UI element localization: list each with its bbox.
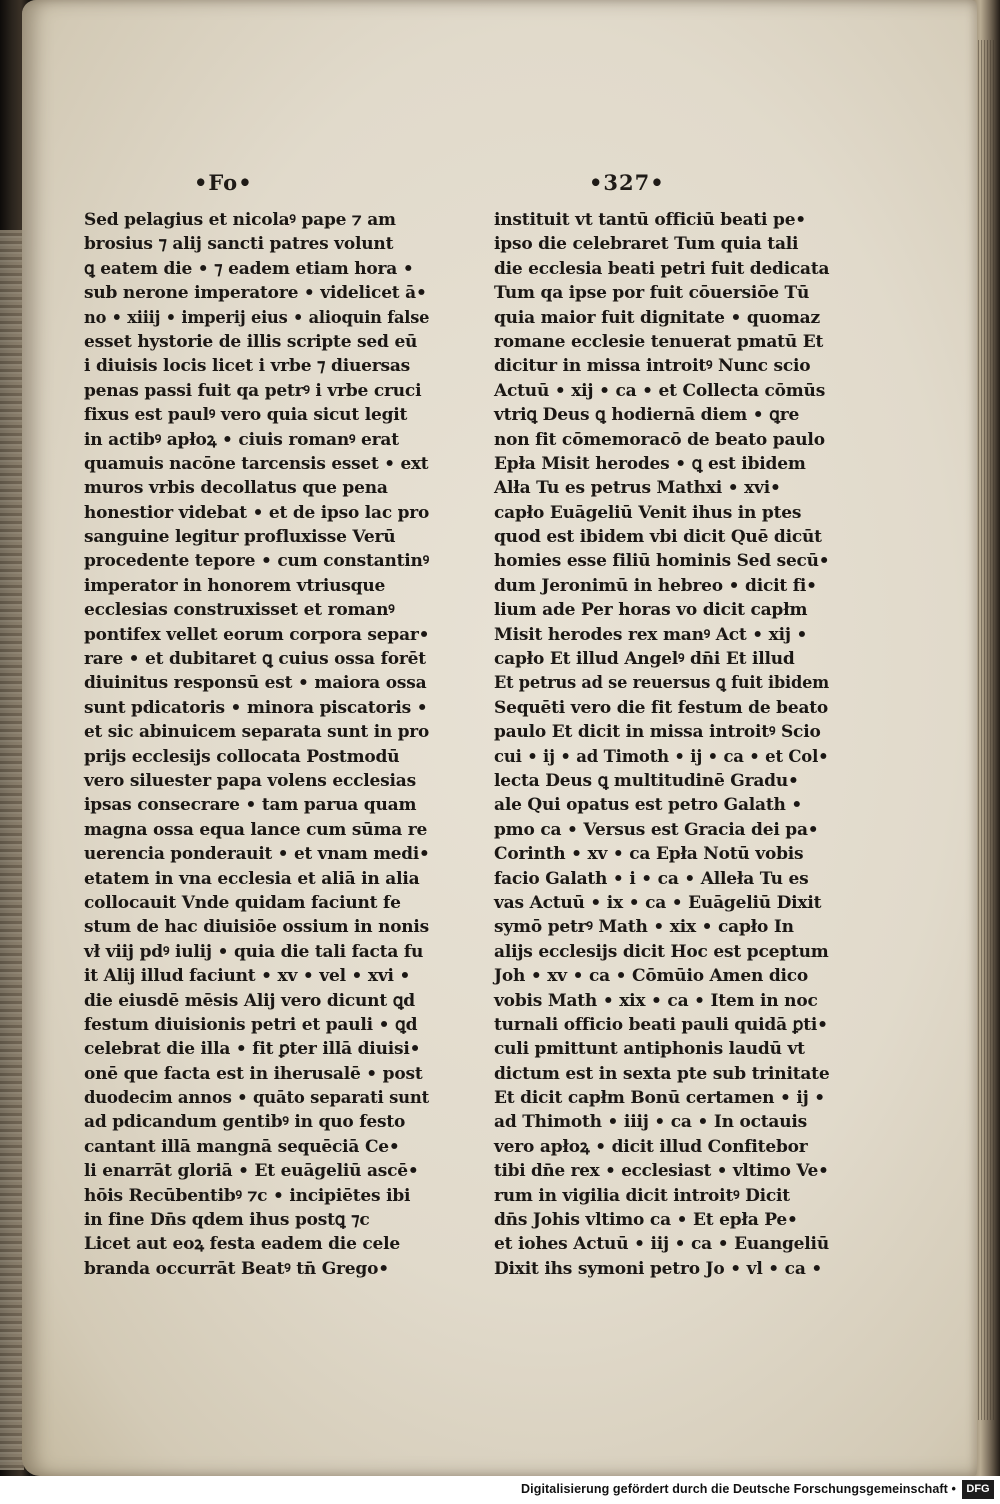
text-line: it Alij illud faciunt • xv • vel • xvi •: [84, 966, 411, 987]
text-line: in fine Dn̄s qdem ihus postꝗ ⁊c: [84, 1210, 370, 1231]
text-line: dictum est in sexta pte sub trinitate: [494, 1063, 830, 1084]
text-line: et sic abinuicem separata sunt in pro: [84, 722, 429, 743]
text-line: pontifex vellet eorum corpora separ•: [84, 624, 430, 645]
text-line: alijs ecclesijs dicit Hoc est pceptum: [494, 941, 829, 962]
text-line: prijs ecclesijs collocata Postmodū: [84, 746, 400, 767]
text-line: vero apłoꝝ • dicit illud Confitebor: [494, 1136, 808, 1157]
text-line: sunt pdicatoris • minora piscatoris •: [84, 697, 428, 718]
text-line: ipsas consecrare • tam parua quam: [84, 795, 417, 816]
text-line: instituit vt tantū officiū beati pe•: [494, 210, 806, 230]
text-line: fixus est paulꝰ vero quia sicut legit: [84, 405, 408, 426]
text-line: sanguine legitur profluxisse Verū: [84, 527, 396, 548]
text-column-left: [84, 208, 429, 1281]
text-line: ale Qui opatus est petro Galath •: [494, 795, 803, 816]
dfg-logo: DFG: [962, 1480, 994, 1499]
text-line: honestior videbat • et de ipso lac pro: [84, 502, 430, 523]
text-line: no • xiiij • imperij eius • alioquin false: [84, 307, 430, 328]
text-line: tibi dn̄e rex • ecclesiast • vltimo Ve•: [494, 1161, 829, 1182]
text-line: non fit cōmemoracō de beato paulo: [494, 429, 825, 450]
text-line: die ecclesia beati petri fuit dedicata: [494, 258, 830, 279]
folio-number: •327•: [589, 170, 665, 195]
book-page: [22, 0, 977, 1476]
text-line: Corinth • xv • ca Epła Notū vobis: [494, 844, 804, 865]
text-line: et iohes Actuū • iij • ca • Euangeliū: [494, 1234, 829, 1255]
text-line: vobis Math • xix • ca • Item in noc: [494, 990, 818, 1011]
text-line: collocauit Vnde quidam faciunt fe: [84, 892, 401, 913]
text-line: Licet aut eoꝝ festa eadem die cele: [84, 1234, 401, 1255]
text-line: dn̄s Johis vltimo ca • Et epła Pe•: [494, 1210, 798, 1231]
page-stack-lines: [976, 40, 994, 1420]
text-line: homies esse filiū hominis Sed secū•: [494, 551, 830, 572]
text-line: celebrat die illa • fit ꝑter illā diuisi•: [84, 1039, 421, 1060]
text-line: duodecim annos • quāto separati sunt: [84, 1088, 430, 1109]
text-line: vas Actuū • ix • ca • Euāgeliū Dixit: [494, 892, 822, 913]
text-line: sub nerone imperatore • videlicet ā•: [84, 283, 427, 304]
text-column-right: [494, 208, 829, 1281]
text-line: li enarrāt gloriā • Et euāgeliū ascē•: [84, 1161, 419, 1182]
text-line: lecta Deus ꝗ multitudinē Gradu•: [494, 770, 799, 791]
text-line: Actuū • xij • ca • et Collecta cōmūs: [494, 380, 826, 401]
text-line: penas passi fuit qa petrꝰ i vrbe cruci: [84, 380, 422, 401]
text-line: pmo ca • Versus est Gracia dei pa•: [494, 819, 819, 840]
text-line: in actibꝰ apłoꝝ • ciuis romanꝰ erat: [84, 429, 399, 450]
text-line: brosius ⁊ alij sancti patres volunt: [84, 234, 394, 255]
text-line: Et dicit capłm Bonū certamen • ij •: [494, 1088, 825, 1109]
text-line: onē que facta est in iherusalē • post: [84, 1063, 423, 1084]
text-line: festum diuisionis petri et pauli • ꝗd: [84, 1014, 418, 1035]
text-line: dicitur in missa introitꝰ Nunc scio: [494, 356, 811, 377]
text-line: lium ade Per horas vo dicit capłm: [494, 600, 808, 621]
text-line: Joh • xv • ca • Cōmūio Amen dico: [494, 966, 809, 987]
text-line: quod est ibidem vbi dicit Quē dicūt: [494, 527, 822, 548]
text-line: symō petrꝰ Math • xix • capło In: [494, 917, 794, 938]
text-line: uerencia ponderauit • et vnam medi•: [84, 844, 430, 865]
text-line: capło Euāgeliū Venit ihus in ptes: [494, 502, 802, 523]
text-line: ad Thimoth • iiij • ca • In octauis: [494, 1112, 808, 1133]
text-line: esset hystorie de illis scripte sed eū: [84, 331, 418, 352]
text-line: Epła Misit herodes • ꝗ est ibidem: [494, 453, 806, 474]
text-line: Tum qa ipse por fuit cōuersiōe Tū: [494, 283, 810, 304]
folio-label: •Fo•: [194, 170, 253, 195]
text-line: facio Galath • i • ca • Alleła Tu es: [494, 868, 809, 889]
text-line: ꝗ eatem die • ⁊ eadem etiam hora •: [84, 258, 414, 279]
text-line: cui • ij • ad Timoth • ij • ca • et Col•: [494, 746, 829, 767]
text-line: rum in vigilia dicit introitꝰ Dicit: [494, 1185, 790, 1206]
text-line: Dixit ihs symoni petro Jo • vl • ca •: [494, 1258, 823, 1279]
text-line: vł viij pdꝰ iulij • quia die tali facta fu: [84, 941, 424, 962]
facing-page-edge: [0, 230, 24, 1470]
text-line: muros vrbis decollatus que pena: [84, 478, 388, 499]
text-line: cantant illā mangnā sequēciā Ce•: [84, 1136, 400, 1157]
text-line: branda occurrāt Beatꝰ tn̄ Grego•: [84, 1258, 389, 1279]
text-line: imperator in honorem vtriusque: [84, 575, 386, 596]
text-line: Sequēti vero die fit festum de beato: [494, 697, 829, 718]
text-line: procedente tepore • cum constantinꝰ: [84, 551, 429, 572]
text-line: stum de hac diuisiōe ossium in nonis: [84, 917, 430, 938]
footer-bar: [0, 1476, 1000, 1504]
text-line: quia maior fuit dignitate • quomaz: [494, 307, 820, 328]
text-line: magna ossa equa lance cum sūma re: [84, 819, 428, 840]
text-line: ipso die celebraret Tum quia tali: [494, 234, 799, 255]
text-line: turnali officio beati pauli quidā ꝑti•: [494, 1014, 828, 1035]
text-line: quamuis nacōne tarcensis esset • ext: [84, 453, 429, 474]
text-line: Alła Tu es petrus Mathxi • xvi•: [494, 478, 781, 499]
text-line: vero siluester papa volens ecclesias: [84, 770, 416, 791]
text-line: romane ecclesie tenuerat pmatū Et: [494, 331, 824, 352]
funding-credit: Digitalisierung gefördert durch die Deutsche Forschungsgemeinschaft •: [521, 1482, 956, 1496]
text-line: vtriꝗ Deus ꝗ hodiernā diem • ꝗre: [494, 405, 800, 426]
text-line: dum Jeronimū in hebreo • dicit fi•: [494, 575, 817, 596]
text-line: culi pmittunt antiphonis laudū vt: [494, 1039, 805, 1060]
text-line: die eiusdē mēsis Alij vero dicunt ꝗd: [84, 990, 415, 1011]
text-line: paulo Et dicit in missa introitꝰ Scio: [494, 722, 821, 743]
text-line: hōis Recūbentibꝰ ⁊c • incipiētes ibi: [84, 1185, 411, 1206]
text-line: Et petrus ad se reuersus ꝗ fuit ibidem: [494, 673, 830, 694]
text-line: Misit herodes rex manꝰ Act • xij •: [494, 624, 808, 645]
text-line: ecclesias construxisset et romanꝰ: [84, 600, 395, 621]
text-line: i diuisis locis licet i vrbe ⁊ diuersas: [84, 356, 411, 377]
text-line: rare • et dubitaret ꝗ cuius ossa forēt: [84, 649, 426, 670]
text-line: capło Et illud Angelꝰ dn̄i Et illud: [494, 649, 795, 670]
text-line: etatem in vna ecclesia et aliā in alia: [84, 868, 420, 889]
text-line: diuinitus responsū est • maiora ossa: [84, 673, 427, 694]
text-line: Sed pelagius et nicolaꝰ pape ⁊ am: [84, 210, 396, 230]
text-line: ad pdicandum gentibꝰ in quo festo: [84, 1112, 406, 1133]
